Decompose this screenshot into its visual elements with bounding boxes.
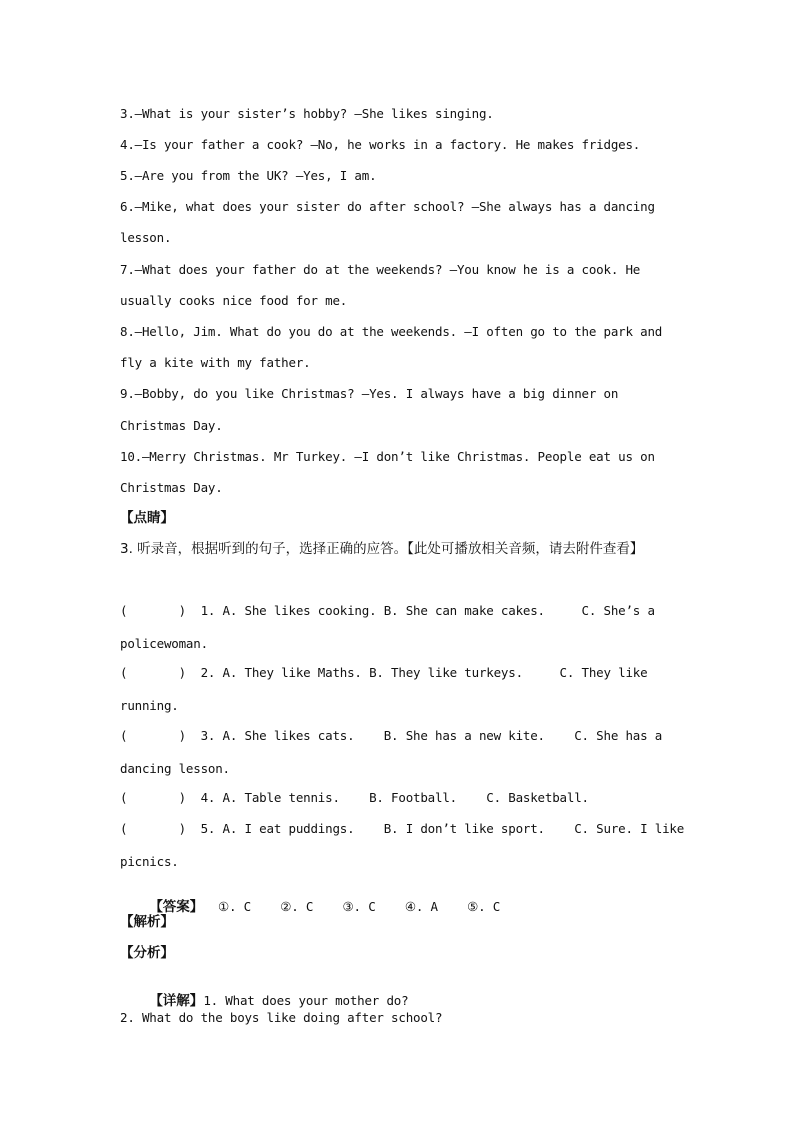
question-item-2-cont: running. (120, 698, 179, 713)
question-item-2: ( ) 2. A. They like Maths. B. They like turkeys. C. They like (120, 665, 648, 680)
question-item-3: ( ) 3. A. She likes cats. B. She has a new kite. C. She has a (120, 728, 663, 743)
answer-label: 【答案】 (149, 899, 204, 915)
transcript-line-5: 5.—Are you from the UK? —Yes, I am. (120, 168, 377, 183)
transcript-line-7: 7.—What does your father do at the weekends? —You know he is a cook. He (120, 262, 641, 277)
transcript-line-10: 10.—Merry Christmas. Mr Turkey. —I don’t like Christmas. People eat us on (120, 449, 655, 464)
answer-values: ①. C ②. C ③. C ④. A ⑤. C (203, 899, 501, 914)
question-item-1-cont: policewoman. (120, 636, 208, 651)
xiangjie-line-2: 2. What do the boys like doing after school? (120, 1010, 443, 1025)
transcript-line-7-cont: usually cooks nice food for me. (120, 293, 348, 308)
transcript-line-6: 6.—Mike, what does your sister do after school? —She always has a dancing (120, 199, 655, 214)
question-item-5-cont: picnics. (120, 854, 179, 869)
xiangjie-label: 【详解】 (149, 993, 204, 1009)
xiangjie-line-1: 1. What does your mother do? (203, 993, 409, 1008)
transcript-line-9: 9.—Bobby, do you like Christmas? —Yes. I always have a big dinner on (120, 386, 619, 401)
jiexi-heading: 【解析】 (120, 914, 174, 930)
question-3-title: 3. 听录音，根据听到的句子，选择正确的应答。【此处可播放相关音频，请去附件查看】 (120, 541, 644, 557)
fenxi-heading: 【分析】 (120, 945, 174, 961)
dianjing-heading: 【点睛】 (120, 510, 174, 526)
question-item-5: ( ) 5. A. I eat puddings. B. I don’t like sport. C. Sure. I like (120, 821, 685, 836)
transcript-line-9-cont: Christmas Day. (120, 418, 223, 433)
transcript-line-8-cont: fly a kite with my father. (120, 355, 311, 370)
transcript-line-8: 8.—Hello, Jim. What do you do at the weekends. —I often go to the park and (120, 324, 663, 339)
transcript-line-10-cont: Christmas Day. (120, 480, 223, 495)
transcript-line-6-cont: lesson. (120, 230, 172, 245)
question-item-4: ( ) 4. A. Table tennis. B. Football. C. Basketball. (120, 790, 589, 805)
transcript-line-4: 4.—Is your father a cook? —No, he works in a factory. He makes fridges. (120, 137, 641, 152)
answer-row (120, 883, 500, 931)
transcript-line-3: 3.—What is your sister’s hobby? —She likes singing. (120, 106, 494, 121)
question-item-3-cont: dancing lesson. (120, 761, 230, 776)
question-item-1: ( ) 1. A. She likes cooking. B. She can make cakes. C. She’s a (120, 603, 655, 618)
